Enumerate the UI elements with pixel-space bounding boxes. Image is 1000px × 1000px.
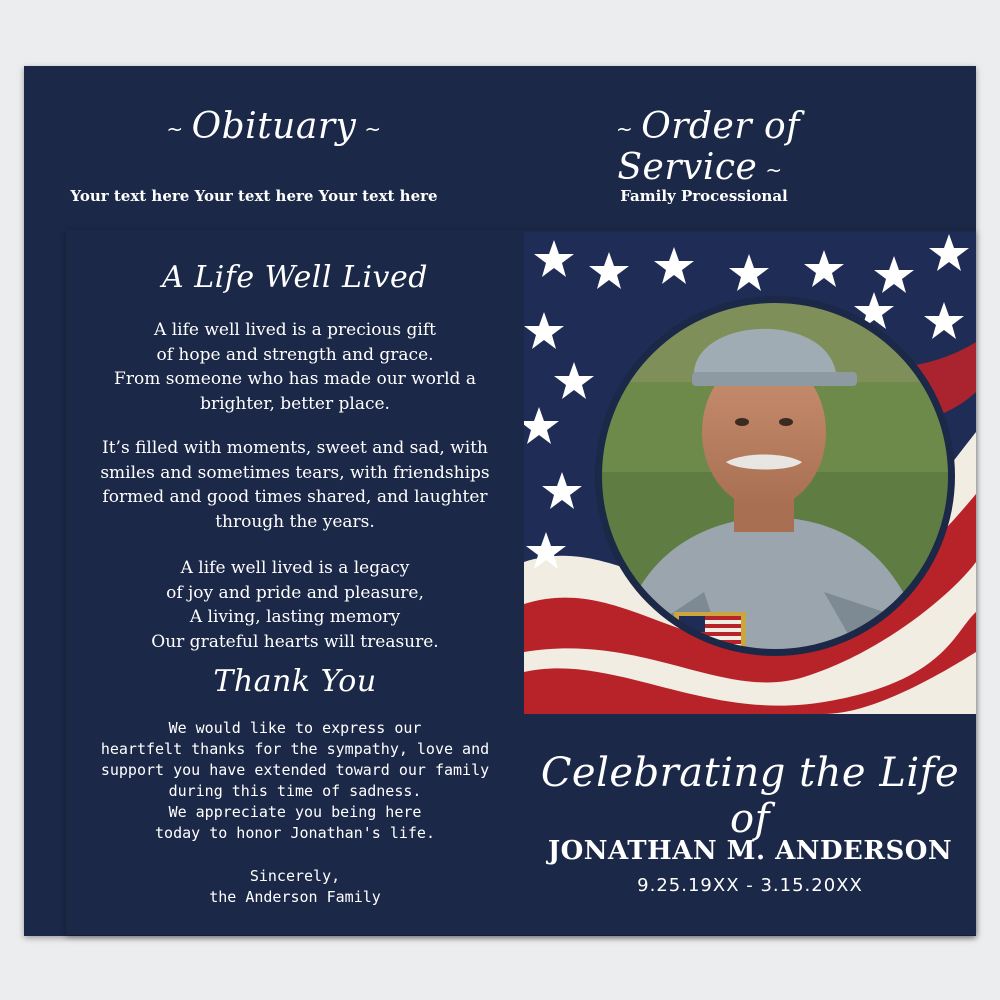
front-panel (66, 230, 976, 935)
thank-you-message (66, 718, 524, 844)
thank-you-line: during this time of sadness. (168, 782, 422, 800)
service-item: Family Processional (620, 187, 788, 205)
poem-stanza (66, 318, 524, 416)
poem-line: A living, lasting memory (189, 607, 401, 627)
obituary-text: Your text here Your text here Your text here (70, 187, 438, 205)
obituary-heading-text: Obituary (191, 106, 357, 147)
order-of-service-heading (524, 106, 884, 188)
poem-line: formed and good times shared, and laughter (102, 487, 488, 507)
poem-line: brighter, better place. (200, 393, 390, 414)
tilde-ornament-right: ~ (364, 117, 382, 141)
poem-line: of joy and pride and pleasure, (166, 582, 424, 603)
signature: the Anderson Family (209, 888, 381, 906)
celebrating-heading: Celebrating the Life of (540, 750, 960, 842)
poem-line: A life well lived is a precious gift (154, 320, 436, 340)
life-dates: 9.25.19XX - 3.15.20XX (637, 875, 863, 896)
poem-title: A Life Well Lived (162, 260, 428, 295)
poem-stanza (66, 436, 524, 534)
signoff (66, 866, 524, 908)
poem-line: through the years. (215, 511, 375, 532)
tilde-ornament-left: ~ (166, 117, 184, 141)
poem-line: A life well lived is a legacy (180, 558, 410, 578)
flag-photo-banner (524, 232, 976, 714)
poem-line: of hope and strength and grace. (156, 344, 434, 365)
person-name: JONATHAN M. ANDERSON (547, 836, 953, 866)
american-flag-background (524, 232, 976, 714)
poem-stanza (66, 556, 524, 654)
poem-line: From someone who has made our world a (114, 369, 476, 389)
closing: Sincerely, (249, 867, 341, 885)
thank-you-title: Thank You (213, 664, 377, 699)
poem-column (66, 230, 524, 935)
order-of-service-heading-text: Order of Service (617, 106, 800, 188)
tilde-ornament-right: ~ (765, 158, 783, 182)
obituary-heading (149, 106, 399, 147)
thank-you-line: heartfelt thanks for the sympathy, love and (100, 740, 490, 758)
poem-line: Our grateful hearts will treasure. (151, 631, 439, 652)
tilde-ornament-left: ~ (616, 117, 634, 141)
poem-line: It’s filled with moments, sweet and sad, with (102, 438, 488, 458)
poem-line: smiles and sometimes tears, with friendships (100, 462, 490, 483)
thank-you-line: We appreciate you being here (168, 803, 422, 821)
thank-you-line: support you have extended toward our family (100, 761, 490, 779)
thank-you-line: today to honor Jonathan's life. (155, 824, 435, 842)
thank-you-line: We would like to express our (168, 719, 422, 737)
